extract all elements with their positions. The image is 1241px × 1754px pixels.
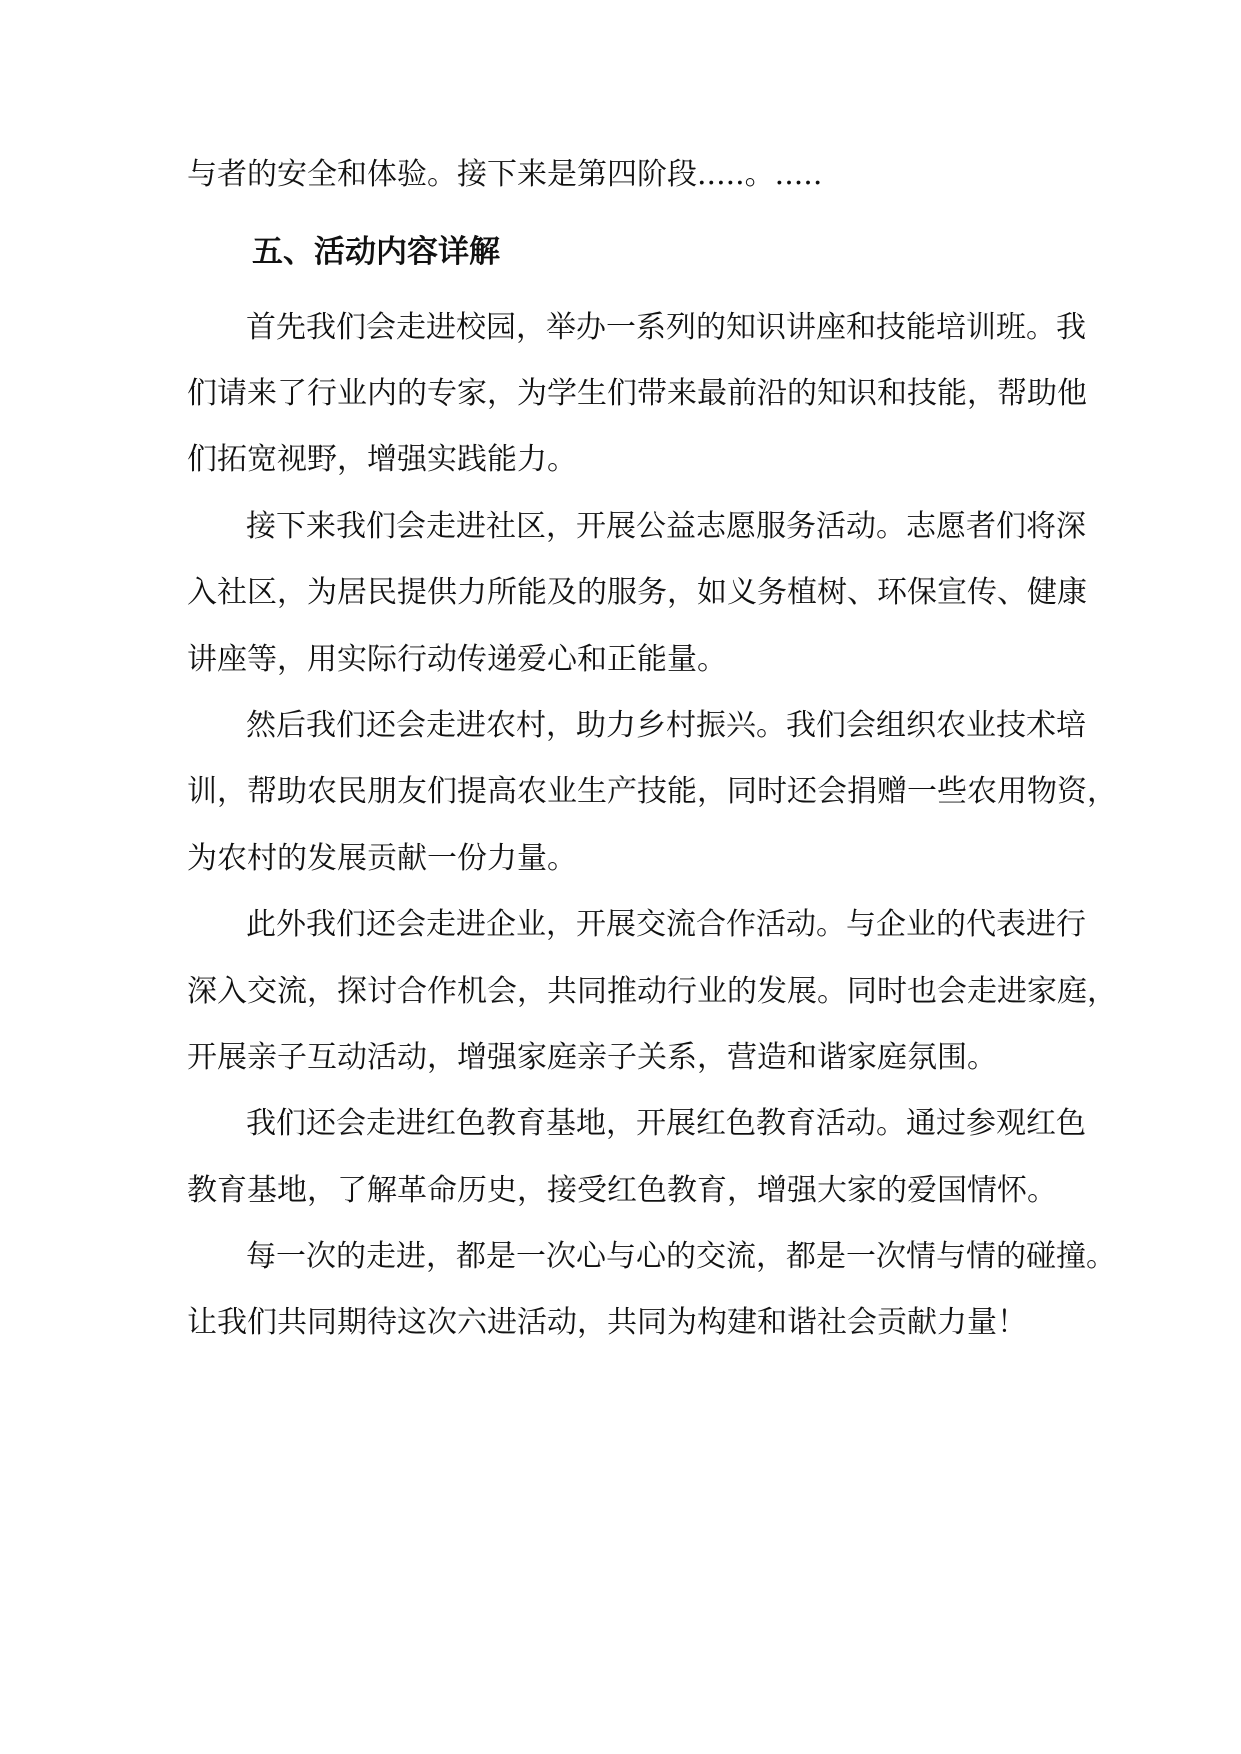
paragraph-2-line-1: 接下来我们会走进社区，开展公益志愿服务活动。志愿者们将深 <box>246 509 1086 544</box>
paragraph-2-line-3: 讲座等，用实际行动传递爱心和正能量。 <box>187 642 727 677</box>
paragraph-3-line-2: 训，帮助农民朋友们提高农业生产技能，同时还会捐赠一些农用物资， <box>187 774 1117 809</box>
paragraph-1-line-3: 们拓宽视野，增强实践能力。 <box>187 442 577 477</box>
intro-line: 与者的安全和体验。接下来是第四阶段.....。..... <box>187 157 823 192</box>
paragraph-4-line-3: 开展亲子互动活动，增强家庭亲子关系，营造和谐家庭氛围。 <box>187 1040 997 1075</box>
paragraph-6-line-1: 每一次的走进，都是一次心与心的交流，都是一次情与情的碰撞。 <box>246 1239 1116 1274</box>
paragraph-1-line-2: 们请来了行业内的专家，为学生们带来最前沿的知识和技能，帮助他 <box>187 376 1087 411</box>
paragraph-6-line-2: 让我们共同期待这次六进活动，共同为构建和谐社会贡献力量！ <box>187 1305 1027 1340</box>
paragraph-2-line-2: 入社区，为居民提供力所能及的服务，如义务植树、环保宣传、健康 <box>187 575 1087 610</box>
section-heading: 五、活动内容详解 <box>252 234 500 270</box>
paragraph-4-line-1: 此外我们还会走进企业，开展交流合作活动。与企业的代表进行 <box>246 907 1086 942</box>
paragraph-3-line-3: 为农村的发展贡献一份力量。 <box>187 841 577 876</box>
paragraph-3-line-1: 然后我们还会走进农村，助力乡村振兴。我们会组织农业技术培 <box>246 708 1086 743</box>
paragraph-1-line-1: 首先我们会走进校园，举办一系列的知识讲座和技能培训班。我 <box>246 310 1086 345</box>
paragraph-5-line-2: 教育基地，了解革命历史，接受红色教育，增强大家的爱国情怀。 <box>187 1173 1057 1208</box>
paragraph-5-line-1: 我们还会走进红色教育基地，开展红色教育活动。通过参观红色 <box>246 1106 1086 1141</box>
paragraph-4-line-2: 深入交流，探讨合作机会，共同推动行业的发展。同时也会走进家庭， <box>187 974 1117 1009</box>
